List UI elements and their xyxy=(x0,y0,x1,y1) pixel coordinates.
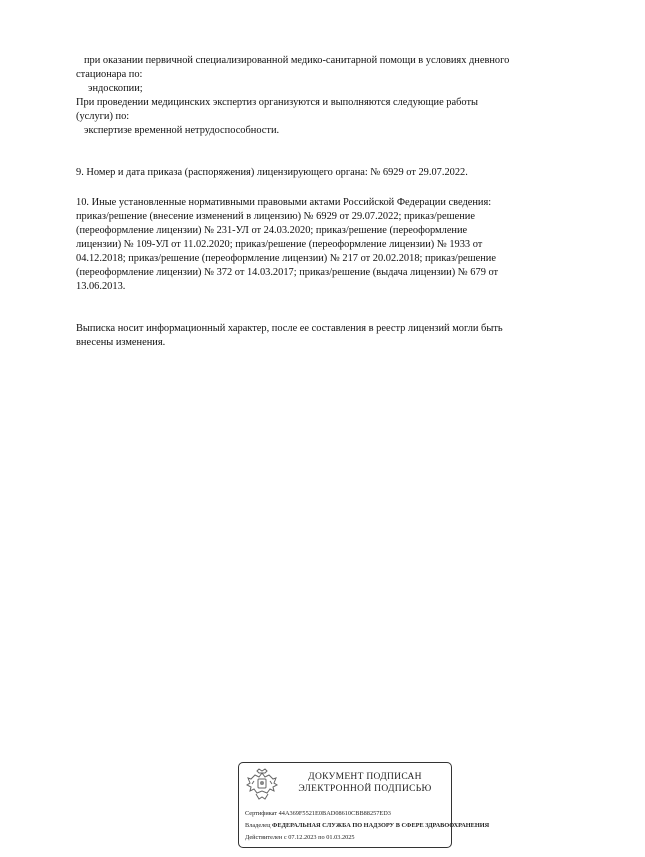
stamp-info xyxy=(245,808,505,844)
text-line: 04.12.2018; приказ/решение (переоформление лицензии) № 217 от 20.02.2018; приказ/решение xyxy=(76,253,496,264)
text-line: Выписка носит информационный характер, после ее составления в реестр лицензий могли быть xyxy=(76,323,503,334)
text-line: 10. Иные установленные нормативными правовыми актами Российской Федерации сведения: xyxy=(76,197,492,208)
stamp-title xyxy=(283,771,447,795)
text-line: экспертизе временной нетрудоспособности. xyxy=(84,125,280,136)
text-line: 13.06.2013. xyxy=(76,281,126,292)
certificate-label: Сертификат xyxy=(245,810,278,817)
owner-label: Владелец xyxy=(245,822,271,829)
text-line: стационара по: xyxy=(76,69,143,80)
certificate-line xyxy=(245,808,505,820)
section-9-text: 9. Номер и дата приказа (распоряжения) лицензирующего органа: № 6929 от 29.07.2022. xyxy=(76,167,468,178)
stamp-title-line: ЭЛЕКТРОННОЙ ПОДПИСЬЮ xyxy=(298,784,432,794)
text-line: (услуги) по: xyxy=(76,111,130,122)
text-line: (переоформление лицензии) № 372 от 14.03.2017; приказ/решение (выдача лицензии) № 679 от xyxy=(76,267,499,278)
text-line: при оказании первичной специализированной медико-санитарной помощи в условиях дневного xyxy=(84,55,510,66)
text-line: приказ/решение (внесение изменений в лицензию) № 6929 от 29.07.2022; приказ/решение xyxy=(76,211,475,222)
text-line: (переоформление лицензии) № 231-УЛ от 24.03.2020; приказ/решение (переоформление xyxy=(76,225,468,236)
owner-value: ФЕДЕРАЛЬНАЯ СЛУЖБА ПО НАДЗОРУ В СФЕРЕ ЗДРАВООХРАНЕНИЯ xyxy=(272,822,490,829)
section-9 xyxy=(76,166,616,180)
electronic-signature-stamp xyxy=(238,762,490,848)
text-line: эндоскопии; xyxy=(88,83,143,94)
disclaimer xyxy=(76,322,616,350)
text-line: внесены изменения. xyxy=(76,337,166,348)
text-line: лицензии) № 109-УЛ от 11.02.2020; приказ/решение (переоформление лицензии) № 1933 от xyxy=(76,239,483,250)
owner-line xyxy=(245,820,505,832)
text-line: При проведении медицинских экспертиз организуются и выполняются следующие работы xyxy=(76,97,478,108)
document-body xyxy=(76,54,616,138)
stamp-title-line: ДОКУМЕНТ ПОДПИСАН xyxy=(308,772,422,782)
section-10 xyxy=(76,196,616,294)
validity-line: Действителен с 07.12.2023 по 01.03.2025 xyxy=(245,834,355,841)
eagle-emblem-icon xyxy=(245,767,279,805)
certificate-value: 44A369F5521E0BAD08610CBB88257ED3 xyxy=(278,810,391,817)
